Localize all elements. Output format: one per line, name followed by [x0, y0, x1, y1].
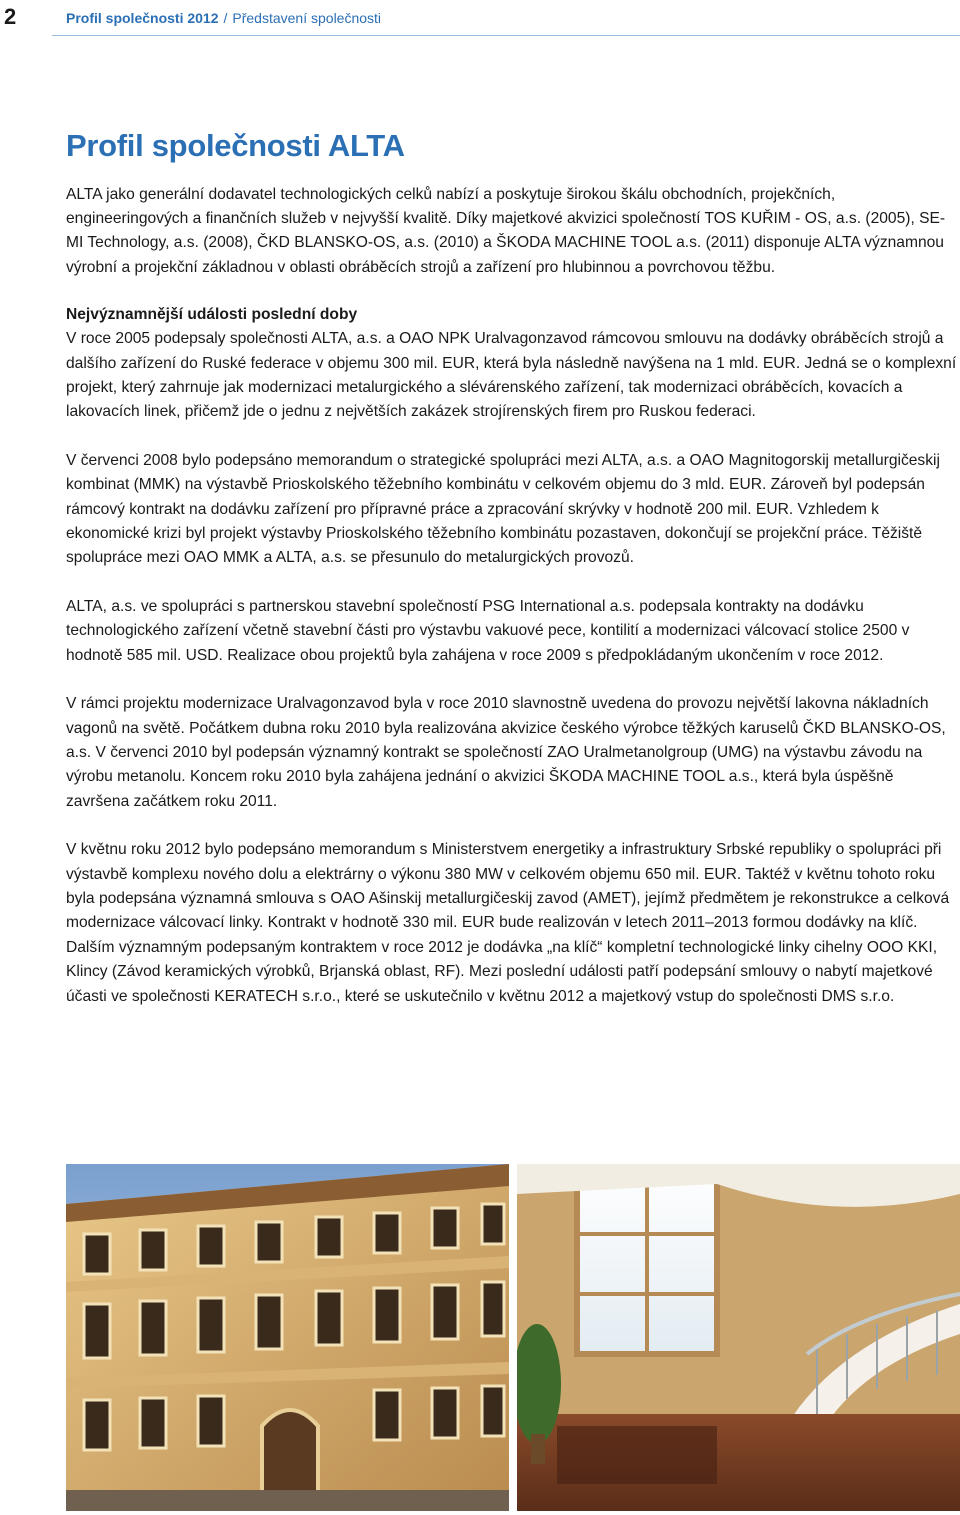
office-interior-photo: [517, 1164, 960, 1511]
page-number: 2: [4, 4, 17, 29]
section-heading: Nejvýznamnější události poslední doby: [66, 305, 358, 323]
building-facade-photo: [66, 1164, 509, 1511]
header-subsection: Představení společnosti: [232, 10, 382, 26]
running-header: [66, 10, 381, 26]
intro-paragraph: ALTA jako generální dodavatel technologických celků nabízí a poskytuje širokou škálu obchodních, projekčních, engineeringových a finančních služeb v nejvyšší kvalitě. Díky majetkové akvizici společností TOS KUŘIM - OS, a.s. (2005), SE-MI Technology, a.s. (2008), ČKD BLANSKO-OS, a.s. (2010) a ŠKODA MACHINE TOOL a.s. (2011) disponuje ALTA významnou výrobní a projekční základnou v oblasti obráběcích strojů a zařízení pro hlubinnou a povrchovou těžbu.: [66, 186, 946, 276]
paragraph: V roce 2005 podepsaly společnosti ALTA, a.s. a OAO NPK Uralvagonzavod rámcovou smlouvu na dodávky obráběcích strojů a dalšího zařízení do Ruské federace v objemu 300 mil. EUR, která byla následně navýšena na 1 mld. EUR. Jedná se o komplexní projekt, který zahrnuje jak modernizaci metalurgického a slévárenského zařízení, tak modernizaci obráběcích, kovacích a lakovacích linek, přičemž jde o jednu z největších zakázek strojírenských firem pro Ruskou federaci.: [66, 330, 957, 421]
paragraph: V červenci 2008 bylo podepsáno memorandum o strategické spolupráci mezi ALTA, a.s. a OAO Magnitogorskij metallurgičeskij kombinat (MMK) na výstavbě Prioskolského těžebního kombinátu v celkovém objemu do 3 mld. EUR. Zároveň byl podepsán rámcový kontrakt na dodávku zařízení pro přípravné práce a zpracování skrývky v hodnotě 200 mil. EUR. Vzhledem k ekonomické krizi byl projekt výstavby Prioskolského těžebního kombinátu pozastaven, dokončují se projekční práce. Těžiště spolupráce mezi OAO MMK a ALTA, a.s. se přesunulo do metalurgických provozů.: [66, 451, 940, 567]
header-rule: [52, 35, 960, 36]
photo-strip: [66, 1164, 960, 1511]
paragraph: ALTA, a.s. ve spolupráci s partnerskou stavební společností PSG International a.s. podepsala kontrakty na dodávku technologického zařízení včetně stavební části pro výstavbu vakuové pece, kontilití a modernizaci válcovací stolice 2500 v hodnotě 585 mil. USD. Realizace obou projektů byla zahájena v roce 2009 s předpokládaným ukončením v roce 2012.: [66, 597, 910, 664]
article-body: [66, 183, 958, 1009]
page-title: Profil společnosti ALTA: [66, 128, 405, 163]
paragraph: V rámci projektu modernizace Uralvagonzavod byla v roce 2010 slavnostně uvedena do provozu největší lakovna nákladních vagonů na světě. Počátkem dubna roku 2010 byla realizována akvizice českého výrobce těžkých karuselů ČKD BLANSKO-OS, a.s. V červenci 2010 byl podepsán významný kontrakt se společností ZAO Uralmetanolgroup (UMG) na výstavbu závodu na výrobu metanolu. Koncem roku 2010 byla zahájena jednání o akvizici ŠKODA MACHINE TOOL a.s., která byla úspěšně završena začátkem roku 2011.: [66, 695, 946, 810]
paragraph: V květnu roku 2012 bylo podepsáno memorandum s Ministerstvem energetiky a infrastruktury Srbské republiky o spolupráci při výstavbě komplexu nového dolu a elektrárny o výkonu 380 MW v celkovém objemu 650 mil. EUR. Taktéž v květnu tohoto roku byla podepsána významná smlouva s OAO Ašinskij metallurgičeskij zavod (AMET), jejímž předmětem je rekonstrukce a celková modernizace válcovací linky. Kontrakt v hodnotě 330 mil. EUR bude realizován v letech 2011–2013 formou dodávky na klíč. Dalším významným podepsaným kontraktem v roce 2012 je dodávka „na klíč“ kompletní technologické linky cihelny OOO KKI, Klincy (Závod keramických výrobků, Brjanská oblast, RF). Mezi poslední události patří podepsání smlouvy o nabytí majetkové účasti ve společnosti KERATECH s.r.o., které se uskutečnilo v květnu 2012 a majetkový vstup do společnosti DMS s.r.o.: [66, 841, 950, 1005]
header-separator: /: [223, 10, 228, 26]
header-section: Profil společnosti 2012: [66, 10, 219, 26]
